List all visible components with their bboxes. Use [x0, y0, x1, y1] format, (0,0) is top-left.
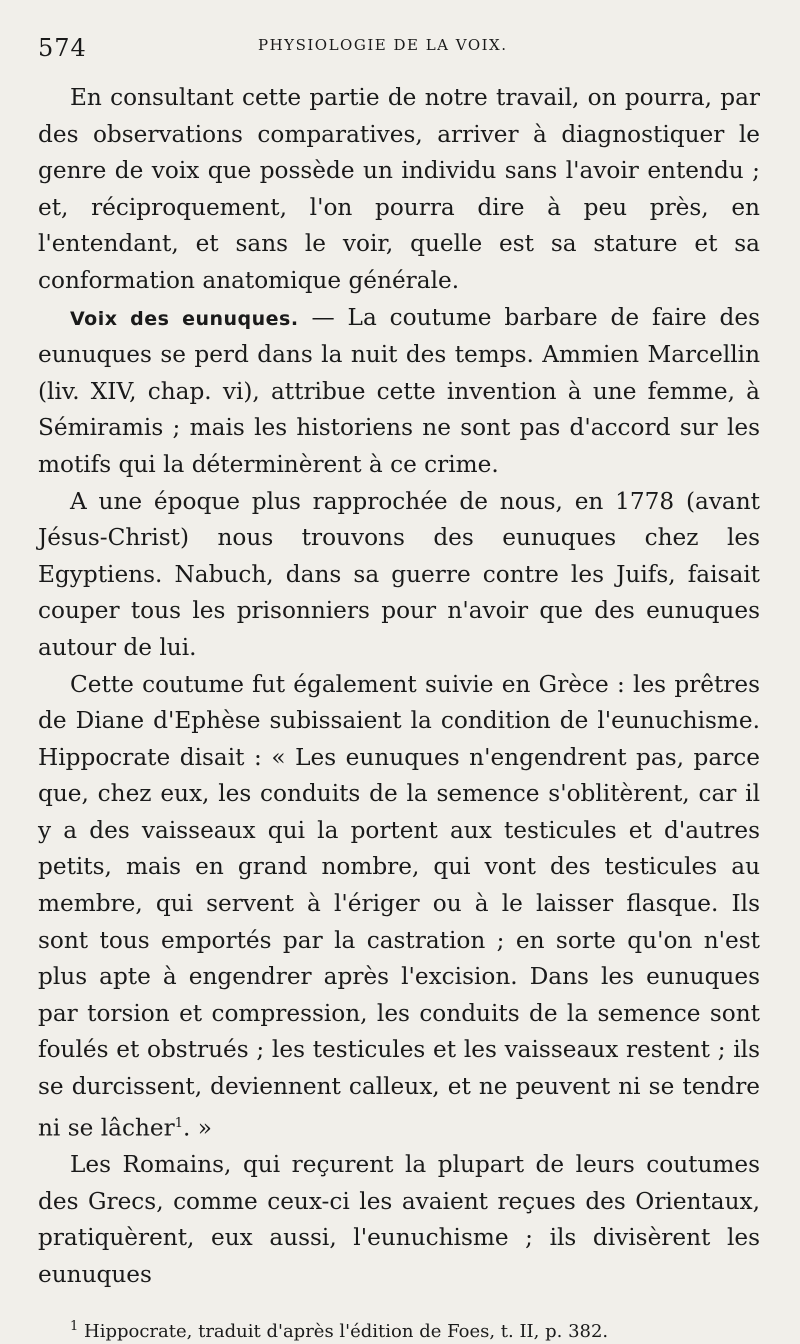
- footnote: [38, 1315, 760, 1344]
- running-title: PHYSIOLOGIE DE LA VOIX.: [258, 36, 508, 54]
- page-header: [38, 28, 760, 68]
- footnote-marker: 1: [70, 1319, 79, 1335]
- paragraph-4-end: . »: [182, 1114, 212, 1142]
- paragraph-1: En consultant cette partie de notre travail, on pourra, par des observations comparatives, arriver à diagnostiquer le genre de voix que possède un individu sans l'avoir entendu ; et, réciproquement, l'on pourra dire à peu près, en l'entendant, et sans le voir, quelle est sa stature et sa conformation anatomique générale.: [38, 84, 760, 294]
- paragraph-4-text: Cette coutume fut également suivie en Grèce : les prêtres de Diane d'Ephèse subissaient la condition de l'eunuchisme. Hippocrate disait : « Les eunuques n'engendrent pas, parce que, chez eux, les conduits de la semence s'oblitèrent, car il y a des vaisseaux qui la portent aux testicules et d'autres petits, mais en grand nombre, qui vont des testicules au membre, qui servent à l'ériger ou à le laisser flasque. Ils sont tous emportés par la castration ; en sorte qu'on n'est plus apte à engendrer après l'excision. Dans les eunuques par torsion et compression, les conduits de la semence sont foulés et obstrués ; les testicules et les vaisseaux restent ; ils se durcissent, deviennent calleux, et ne peuvent ni se tendre ni se lâcher: [38, 670, 760, 1142]
- body-text: [38, 80, 760, 1293]
- paragraph-2-text: — La coutume barbare de faire des eunuques se perd dans la nuit des temps. Ammien Marcellin (liv. XIV, chap. vi), attribue cette invention à une femme, à Sémiramis ; mais les historiens ne sont pas d'accord sur les motifs qui la déterminèrent à ce crime.: [38, 303, 760, 478]
- section-heading: Voix des eunuques.: [70, 307, 299, 330]
- footnote-reference: 1: [174, 1115, 183, 1131]
- paragraph-5: Les Romains, qui reçurent la plupart de leurs coutumes des Grecs, comme ceux-ci les avaient reçues des Orientaux, pratiquèrent, eux aussi, l'eunuchisme ; ils divisèrent les eunuques: [38, 1150, 760, 1288]
- paragraph-3: A une époque plus rapprochée de nous, en 1778 (avant Jésus-Christ) nous trouvons des eunuques chez les Egyptiens. Nabuch, dans sa guerre contre les Juifs, faisait couper tous les prisonniers pour n'avoir que des eunuques autour de lui.: [38, 487, 760, 661]
- page-number: 574: [38, 34, 87, 62]
- paragraph-2: [38, 300, 760, 484]
- page: [38, 28, 760, 1344]
- paragraph-4: [38, 667, 760, 1147]
- footnote-text: Hippocrate, traduit d'après l'édition de Foes, t. II, p. 382.: [78, 1321, 609, 1343]
